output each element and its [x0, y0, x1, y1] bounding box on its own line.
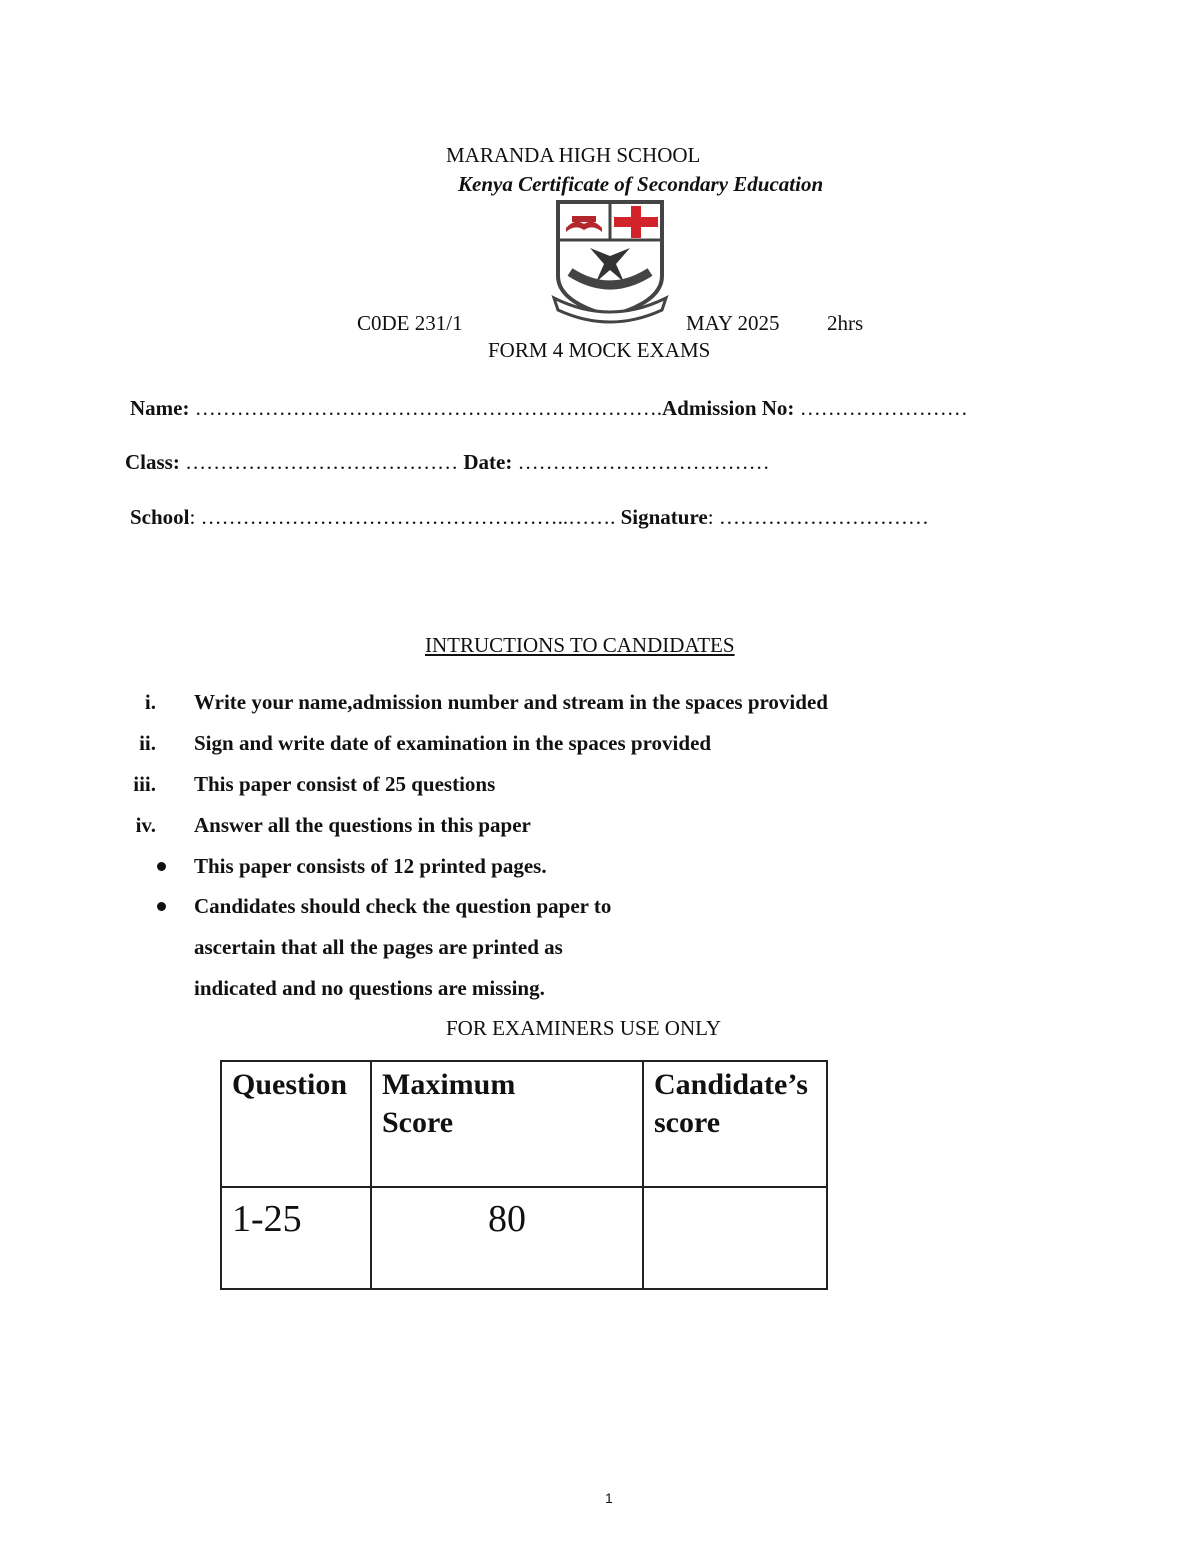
cell-candidate-score[interactable] [643, 1187, 827, 1289]
class-field[interactable] [125, 450, 770, 475]
school-field[interactable] [130, 505, 929, 530]
date-blank[interactable]: ……………………………… [517, 450, 770, 474]
bullet-text: Candidates should check the question paper to [194, 894, 612, 918]
bullet-continuation: indicated and no questions are missing. [194, 976, 545, 1000]
admission-blank[interactable]: …………………… [799, 396, 968, 420]
cell-max-score: 80 [371, 1187, 643, 1289]
school-blank[interactable]: ……………………………………………..……. [200, 505, 616, 529]
signature-colon: : [707, 505, 714, 529]
exam-subtitle: Kenya Certificate of Secondary Education [458, 172, 824, 196]
school-colon: : [189, 505, 196, 529]
header-candidate-score-text: score [654, 1106, 721, 1139]
instruction-item [0, 813, 1000, 853]
signature-blank[interactable]: ………………………… [718, 505, 929, 529]
instruction-text: This paper consist of 25 questions [194, 772, 496, 796]
header-question [221, 1061, 371, 1187]
bullet-icon [157, 862, 166, 871]
name-label: Name: [130, 396, 190, 420]
school-label: School [130, 505, 190, 529]
name-field[interactable] [130, 396, 968, 421]
instruction-number: iii. [133, 772, 156, 796]
instruction-text: Sign and write date of examination in the spaces provided [194, 731, 712, 755]
class-label: Class: [125, 450, 180, 474]
class-blank[interactable]: ………………………………… [185, 450, 459, 474]
header-candidate-text: Candidate’s [654, 1068, 808, 1101]
bullet-icon [157, 902, 166, 911]
signature-label: Signature [620, 505, 708, 529]
bullet-text: This paper consists of 12 printed pages. [194, 854, 547, 878]
instructions-title: INTRUCTIONS TO CANDIDATES [425, 633, 735, 657]
header-max-text: Maximum [382, 1068, 516, 1101]
instruction-number: ii. [139, 731, 156, 755]
score-table [220, 1060, 828, 1290]
table-row [221, 1187, 827, 1289]
header-max-score [371, 1061, 643, 1187]
instruction-item [0, 772, 1000, 812]
school-name: MARANDA HIGH SCHOOL [446, 143, 701, 167]
admission-label: Admission No: [661, 396, 795, 420]
instruction-number: i. [144, 690, 156, 714]
exam-title: FORM 4 MOCK EXAMS [488, 338, 711, 362]
header-candidate-score [643, 1061, 827, 1187]
bullet-item [0, 854, 1000, 894]
instruction-item [0, 690, 1000, 730]
exam-duration: 2hrs [827, 311, 864, 335]
school-crest-icon [550, 198, 670, 326]
cell-question-range: 1-25 [221, 1187, 371, 1289]
bullet-item [0, 894, 1000, 934]
date-label: Date: [463, 450, 513, 474]
name-blank[interactable]: …………………………………………………………. [194, 396, 662, 420]
instruction-text: Answer all the questions in this paper [194, 813, 531, 837]
examiners-title: FOR EXAMINERS USE ONLY [446, 1016, 721, 1040]
page-number: 1 [605, 1490, 613, 1506]
paper-code: C0DE 231/1 [357, 311, 463, 335]
header-score-text: Score [382, 1106, 454, 1139]
table-header-row [221, 1061, 827, 1187]
instruction-text: Write your name,admission number and stream in the spaces provided [194, 690, 828, 714]
exam-date: MAY 2025 [686, 311, 780, 335]
header-question-text: Question [232, 1068, 348, 1101]
instruction-number: iv. [135, 813, 156, 837]
instruction-item [0, 731, 1000, 771]
bullet-continuation: ascertain that all the pages are printed as [194, 935, 563, 959]
